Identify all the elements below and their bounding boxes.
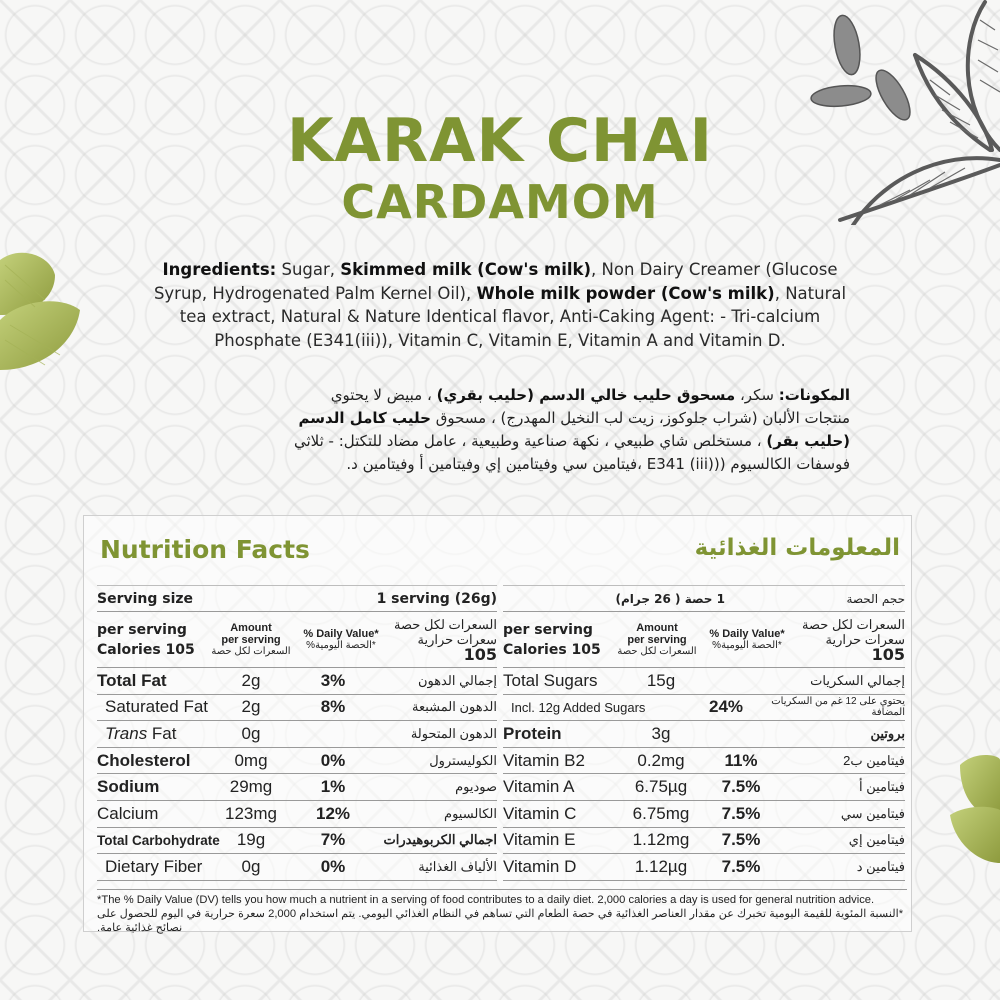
serving-size-value: 1 serving (26g): [376, 590, 497, 607]
nutrient-name-ar: الألياف الغذائية: [418, 858, 497, 874]
ingredients-allergen-ar: مسحوق حليب خالي الدسم (حليب بقري): [436, 386, 736, 404]
calories-ar-cell: [795, 617, 905, 663]
nutrient-dv: 11%: [724, 750, 758, 770]
nutrient-name-ar: بروتين: [870, 725, 905, 741]
nutrition-header-row: [97, 612, 497, 668]
daily-value-header: [293, 628, 389, 652]
nutrient-row-vitamin-d: [503, 854, 905, 881]
nutrient-amount: 6.75mg: [632, 803, 690, 823]
nutrient-amount: 15g: [646, 670, 676, 690]
amount-header: [615, 622, 699, 658]
calories-cell: [97, 620, 209, 660]
ingredients-allergen: Skimmed milk (Cow's milk): [340, 260, 592, 279]
ingredients-text-ar: ، مستخلص شاي طبيعي ، نكهة صناعية وطبيعية ، عامل مضاد للتكتل: - ثلاثي فوسفات الكالسيوم ((E341 (iii) ،فيتامين سي وفيتامين إي وفيتامين أ وفيتامين د.: [293, 432, 850, 473]
serving-size-label: Serving size: [97, 590, 194, 607]
amount-label: Amount: [230, 621, 272, 634]
ingredients-label-ar: المكونات:: [778, 386, 850, 404]
nutrient-dv: 24%: [708, 697, 744, 717]
nutrient-amount: 19g: [236, 830, 266, 850]
nutrient-row-sodium: [97, 774, 497, 801]
nutrient-amount: 3g: [651, 723, 671, 743]
product-title-line2: CARDAMOM: [341, 175, 659, 229]
cardamom-pod-right-icon: [945, 745, 1000, 865]
daily-value-header: [699, 628, 795, 652]
ingredients-text: , Non Dairy Creamer (Glucose Syrup, Hydrogenated Palm Kernel Oil),: [153, 260, 838, 303]
ingredients-text: , Natural tea extract, Natural & Nature Identical flavor, Anti-Caking Agent: - Tri-calcium Phosphate (E341(iii)), Vitamin C, Vitamin E, Vitamin A and Vitamin D.: [179, 283, 847, 350]
product-title: [0, 108, 1000, 230]
nutrient-row-vitamin-c: [503, 801, 905, 828]
nutrient-dv: 0%: [320, 750, 346, 770]
nutrient-amount: 1.12µg: [634, 856, 688, 876]
nutrient-dv: 12%: [315, 803, 351, 823]
nutrient-name: Vitamin C: [503, 803, 577, 823]
nutrient-dv: 1%: [320, 777, 346, 797]
calories-value: Calories 105: [97, 641, 195, 658]
nutrient-name: Dietary Fiber: [105, 856, 203, 876]
nutrition-facts-title: Nutrition Facts: [100, 535, 310, 564]
ingredients-text: Sugar,: [276, 260, 341, 279]
calories-label-ar: سعرات حرارية: [825, 631, 905, 647]
nutrient-name-ar: فيتامين د: [856, 858, 905, 874]
nutrient-name-ar: فيتامين ب2: [843, 752, 905, 768]
nutrient-amount: 6.75µg: [634, 777, 688, 797]
nutrient-name: Total Carbohydrate: [97, 832, 220, 848]
nutrient-dv: 7.5%: [721, 830, 761, 850]
dv-label: % Daily Value*: [709, 627, 785, 640]
ingredients-english: [150, 258, 850, 352]
nutrition-table-left: [97, 585, 497, 881]
nutrient-name-ar: الكالسيوم: [444, 805, 497, 821]
nutrient-dv: 7.5%: [721, 803, 761, 823]
nutrient-dv: 8%: [320, 697, 346, 717]
amount-label-ar: السعرات لكل حصة: [617, 645, 697, 657]
nutrient-amount: 0.2mg: [637, 750, 685, 770]
amount-label: per serving: [221, 633, 281, 646]
nutrient-name-ar: يحتوي على 12 غم من السكريات المضافة: [771, 696, 905, 719]
ingredients-allergen: Whole milk powder (Cow's milk): [476, 283, 775, 303]
nutrient-dv: 7.5%: [721, 856, 761, 876]
nutrient-name: Vitamin D: [503, 856, 577, 876]
nutrient-row-total-carbohydrate: [97, 828, 497, 855]
nutrient-row-cholesterol: [97, 748, 497, 775]
dv-label-ar: %الحصة اليومية*: [306, 639, 376, 651]
nutrient-amount: 123mg: [225, 803, 277, 823]
per-serving-label: per serving: [503, 621, 593, 638]
nutrient-name-ar: صوديوم: [455, 779, 497, 795]
cardamom-pod-left-icon: [0, 245, 85, 375]
nutrient-name-ar: الكوليسترول: [429, 752, 497, 768]
footnote-english: *The % Daily Value (DV) tells you how much a nutrient in a serving of food contributes to a daily diet. 2,000 calories a day is used for general nutrition advice.: [97, 894, 875, 906]
nutrient-name: Vitamin E: [503, 830, 576, 850]
nutrient-name: Total Fat: [97, 670, 167, 690]
nutrient-row-protein: [503, 721, 905, 748]
nutrient-name: Vitamin A: [503, 777, 575, 797]
nutrient-row-saturated-fat: [97, 695, 497, 722]
amount-label-ar: السعرات لكل حصة: [211, 645, 291, 657]
calories-label-ar: السعرات لكل حصة: [394, 616, 497, 632]
calories-cell: [503, 620, 615, 660]
nutrient-name: Cholesterol: [97, 750, 191, 770]
amount-label: Amount: [636, 621, 678, 634]
calories-value-ar: 105: [463, 644, 497, 664]
nutrient-name: Saturated Fat: [105, 697, 209, 717]
nutrient-row-total-fat: [97, 668, 497, 695]
nutrient-row-total-sugars: [503, 668, 905, 695]
ingredients-text-ar: سكر،: [735, 386, 779, 404]
nutrient-row-vitamin-a: [503, 774, 905, 801]
nutrient-name-ar: فيتامين سي: [840, 805, 905, 821]
nutrient-name-ar: الدهون المشبعة: [412, 699, 497, 715]
per-serving-label: per serving: [97, 621, 187, 638]
nutrient-name: Calcium: [97, 803, 159, 823]
nutrition-facts-title-ar: المعلومات الغذائية: [694, 535, 900, 561]
nutrient-dv: 0%: [320, 856, 346, 876]
daily-value-footnote: [97, 889, 907, 935]
nutrient-name: Protein: [503, 723, 562, 743]
ingredients-text-ar: ، مبيض لا يحتوي منتجات الألبان (شراب جلوكوز، زيت لب النخيل المهدرج) ، مسحوق: [330, 386, 850, 427]
nutrient-name: Vitamin B2: [503, 750, 585, 770]
nutrient-row-dietary-fiber: [97, 854, 497, 881]
serving-size-row-ar: [503, 585, 905, 612]
nutrient-name-ar: اجمالي الكربوهيدرات: [383, 832, 497, 848]
nutrient-amount: 2g: [241, 670, 261, 690]
nutrient-amount: 2g: [241, 697, 261, 717]
dv-label-ar: %الحصة اليومية*: [712, 639, 782, 651]
calories-ar-cell: [389, 617, 497, 663]
nutrient-name: Total Sugars: [503, 670, 598, 690]
nutrient-row-vitamin-e: [503, 828, 905, 855]
product-title-line1: KARAK CHAI: [287, 106, 713, 176]
calories-label-ar: سعرات حرارية: [417, 631, 497, 647]
nutrient-name: Sodium: [97, 777, 160, 797]
dv-label: % Daily Value*: [303, 627, 379, 640]
nutrient-row-calcium: [97, 801, 497, 828]
nutrient-name-rest: Fat: [147, 723, 177, 743]
serving-size-label-ar: حجم الحصة: [846, 591, 905, 606]
nutrient-amount: 1.12mg: [632, 830, 690, 850]
nutrient-name-ar: الدهون المتحولة: [410, 725, 497, 741]
footnote-arabic: *النسبة المئوية للقيمة اليومية تخبرك عن مقدار العناصر الغذائية في حصة الطعام التي تساهم في النظام الغذائي اليومي. يتم استخدام 2,000 سعرة حرارية في اليوم للحصول على نصائح غذائية عامة.: [97, 908, 904, 934]
amount-label: per serving: [627, 633, 687, 646]
calories-label-ar: السعرات لكل حصة: [802, 616, 905, 632]
nutrient-name-ar: فيتامين أ: [858, 779, 905, 795]
amount-header: [209, 622, 293, 658]
ingredients-label: Ingredients:: [162, 260, 277, 279]
nutrient-name: Incl. 12g Added Sugars: [511, 699, 646, 715]
calories-value-ar: 105: [871, 644, 905, 664]
nutrient-amount: 29mg: [229, 777, 273, 797]
nutrient-name: [97, 724, 209, 744]
ingredients-arabic: [290, 384, 850, 476]
nutrient-row-trans-fat: [97, 721, 497, 748]
nutrient-name-ar: إجمالي السكريات: [810, 672, 905, 688]
nutrient-amount: 0g: [241, 723, 261, 743]
ingredients-allergen-ar: حليب كامل الدسم (حليب بقر): [298, 409, 850, 450]
nutrient-amount: 0g: [241, 856, 261, 876]
nutrient-name-ar: إجمالي الدهون: [417, 672, 497, 688]
serving-size-row: [97, 585, 497, 612]
nutrient-name-italic: Trans: [105, 723, 148, 743]
nutrient-name-ar: فيتامين إي: [848, 832, 905, 848]
nutrient-dv: 7.5%: [721, 777, 761, 797]
nutrition-header-row-right: [503, 612, 905, 668]
nutrition-table-right: [503, 585, 905, 881]
nutrient-dv: 3%: [320, 670, 346, 690]
nutrient-row-vitamin-b2: [503, 748, 905, 775]
nutrient-row-added-sugars: [503, 695, 905, 722]
serving-size-value-ar: 1 حصة ( 26 جرام): [615, 591, 725, 606]
nutrient-dv: 7%: [320, 830, 346, 850]
nutrient-amount: 0mg: [234, 750, 268, 770]
calories-value: Calories 105: [503, 641, 601, 658]
